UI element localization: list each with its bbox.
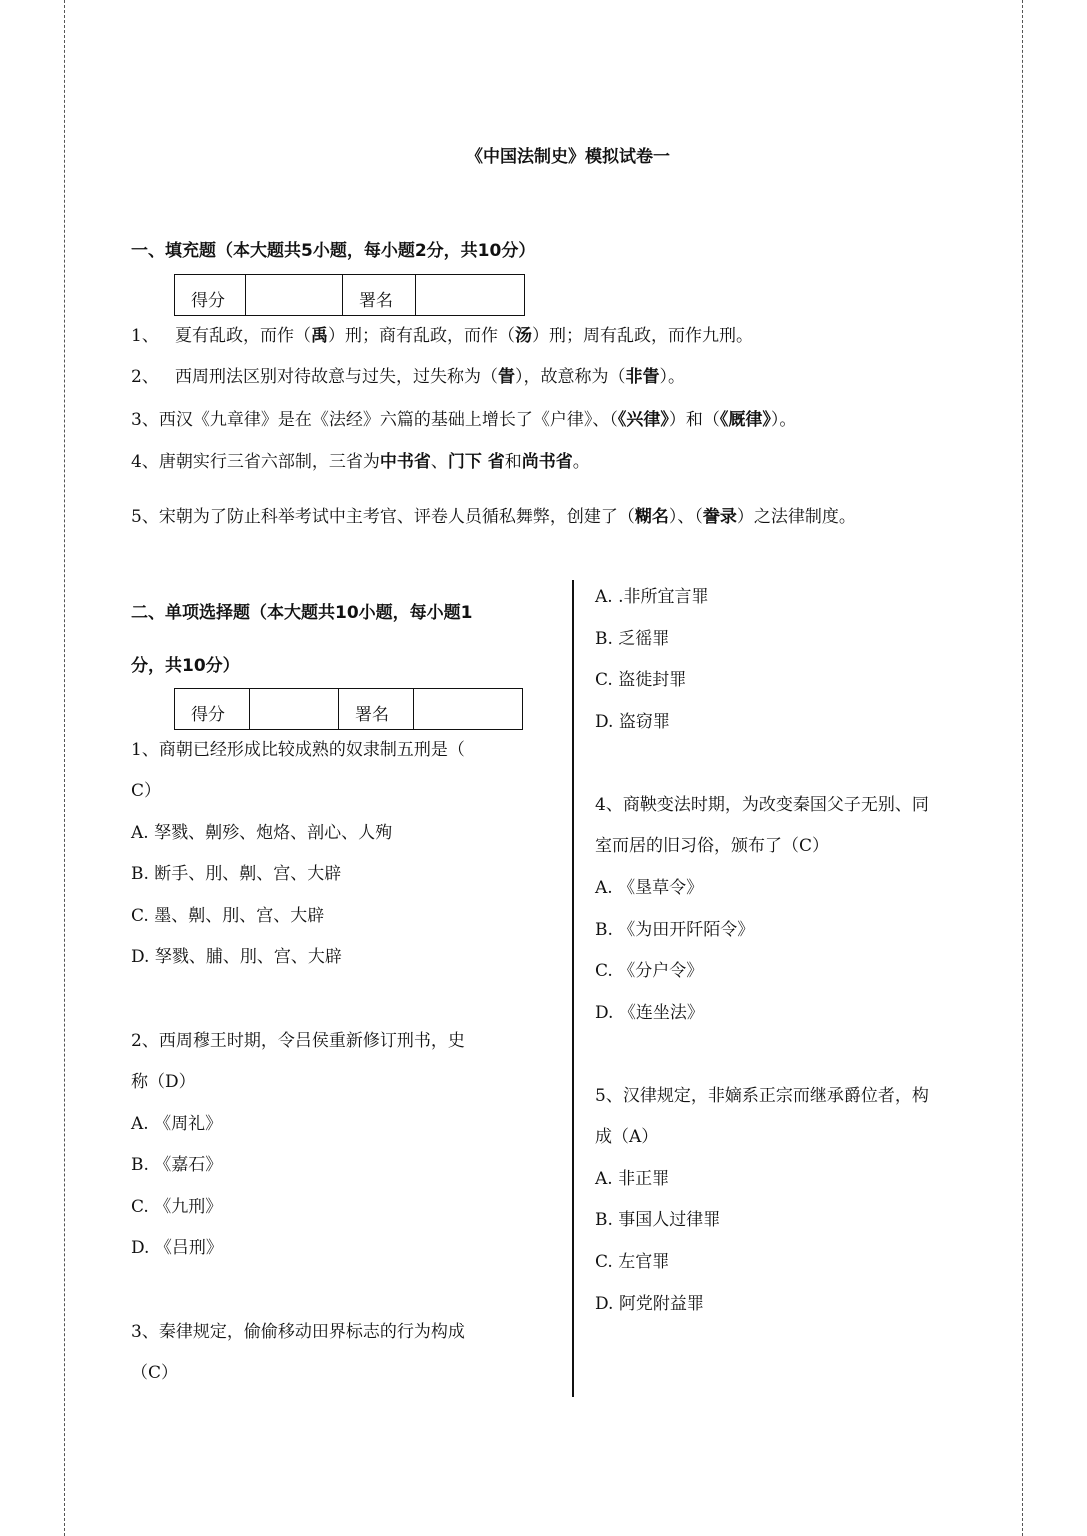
- section1-heading: 一、填充题（本大题共5小题，每小题2分，共10分）: [131, 241, 536, 261]
- q4-option-b: B. 《为田开阡陌令》: [595, 920, 755, 940]
- score-cell[interactable]: [246, 275, 343, 316]
- score-label: 得分: [191, 291, 225, 311]
- q1-stem-line2: C）: [131, 781, 162, 801]
- section1-score-table: [174, 274, 525, 316]
- answer: 非眚: [625, 367, 660, 387]
- answer: 眚: [498, 367, 516, 387]
- section2-score-table: [174, 688, 523, 730]
- q2-option-a: A. 《周礼》: [131, 1114, 223, 1134]
- q4-option-a: A. 《垦草令》: [595, 878, 704, 898]
- q2-option-d: D. 《吕刑》: [131, 1238, 223, 1258]
- fill-item-2: 2、 西周刑法区别对待故意与过失，过失称为（眚），故意称为（非眚）。: [131, 367, 686, 387]
- sign-cell[interactable]: [416, 275, 525, 316]
- fill-item-4: 4、唐朝实行三省六部制，三省为中书省、门下 省和尚书省。: [131, 452, 590, 472]
- q5-stem-line1: 5、汉律规定，非嫡系正宗而继承爵位者，构: [595, 1086, 929, 1106]
- q5-option-a: A. 非正罪: [595, 1169, 670, 1189]
- q3-option-a: A. .非所宜言罪: [595, 587, 709, 607]
- answer: 尚书省: [521, 452, 573, 472]
- q5-stem-line2: 成（A）: [595, 1127, 659, 1147]
- q4-option-d: D. 《连坐法》: [595, 1003, 704, 1023]
- answer: 禹: [311, 326, 329, 346]
- q4-option-c: C. 《分户令》: [595, 961, 704, 981]
- fill-item-5: 5、宋朝为了防止科举考试中主考官、评卷人员循私舞弊，创建了（糊名）、（誊录）之法律制度。: [131, 507, 856, 527]
- answer: 中书省: [379, 452, 431, 472]
- section2-heading-line1: 二、单项选择题（本大题共10小题，每小题1: [131, 603, 473, 623]
- fill-item-1: 1、 夏有乱政，而作（禹）刑；商有乱政，而作（汤）刑；周有乱政，而作九刑。: [131, 326, 754, 346]
- q1-stem-line1: 1、商朝已经形成比较成熟的奴隶制五刑是（: [131, 740, 465, 760]
- q1-option-c: C. 墨、劓、刖、宫、大辟: [131, 906, 325, 926]
- q5-option-b: B. 事国人过律罪: [595, 1210, 721, 1230]
- q5-option-c: C. 左官罪: [595, 1252, 670, 1272]
- q4-stem-line2: 室而居的旧习俗，颁布了（C）: [595, 836, 830, 856]
- q1-option-b: B. 断手、刖、劓、宫、大辟: [131, 864, 342, 884]
- page-title: 《中国法制史》模拟试卷一: [466, 147, 670, 167]
- answer: 《厩律》: [719, 410, 771, 430]
- score-cell[interactable]: [250, 689, 339, 730]
- q1-option-a: A. 孥戮、劓殄、炮烙、剖心、人殉: [131, 823, 393, 843]
- q5-option-d: D. 阿党附益罪: [595, 1294, 704, 1314]
- answer: 汤: [515, 326, 533, 346]
- fill-item-3: 3、西汉《九章律》是在《法经》六篇的基础上增长了《户律》、（《兴律》）和（《厩律》）。: [131, 410, 797, 430]
- answer: 《兴律》: [617, 410, 669, 430]
- q3-stem-line1: 3、秦律规定，偷偷移动田界标志的行为构成: [131, 1322, 465, 1342]
- q3-option-b: B. 乏徭罪: [595, 629, 670, 649]
- q2-option-b: B. 《嘉石》: [131, 1155, 223, 1175]
- right-margin-line: [1022, 0, 1023, 1536]
- q2-option-c: C. 《九刑》: [131, 1197, 223, 1217]
- answer: 誊录: [702, 507, 737, 527]
- column-divider: [572, 580, 574, 1397]
- q4-stem-line1: 4、商鞅变法时期，为改变秦国父子无别、同: [595, 795, 929, 815]
- q3-option-c: C. 盗徙封罪: [595, 670, 687, 690]
- q1-option-d: D. 孥戮、脯、刖、宫、大辟: [131, 947, 342, 967]
- section2-heading-line2: 分，共10分）: [131, 656, 240, 676]
- sign-label: 署名: [359, 291, 393, 311]
- q3-option-d: D. 盗窃罪: [595, 712, 670, 732]
- answer: 门下 省: [447, 452, 505, 472]
- q2-stem-line1: 2、西周穆王时期，令吕侯重新修订刑书，史: [131, 1031, 465, 1051]
- score-label: 得分: [191, 705, 225, 725]
- q2-stem-line2: 称（D）: [131, 1072, 196, 1092]
- q3-stem-line2: （C）: [131, 1363, 179, 1383]
- answer: 糊名: [634, 507, 669, 527]
- left-margin-line: [64, 0, 65, 1536]
- sign-cell[interactable]: [414, 689, 523, 730]
- sign-label: 署名: [355, 705, 389, 725]
